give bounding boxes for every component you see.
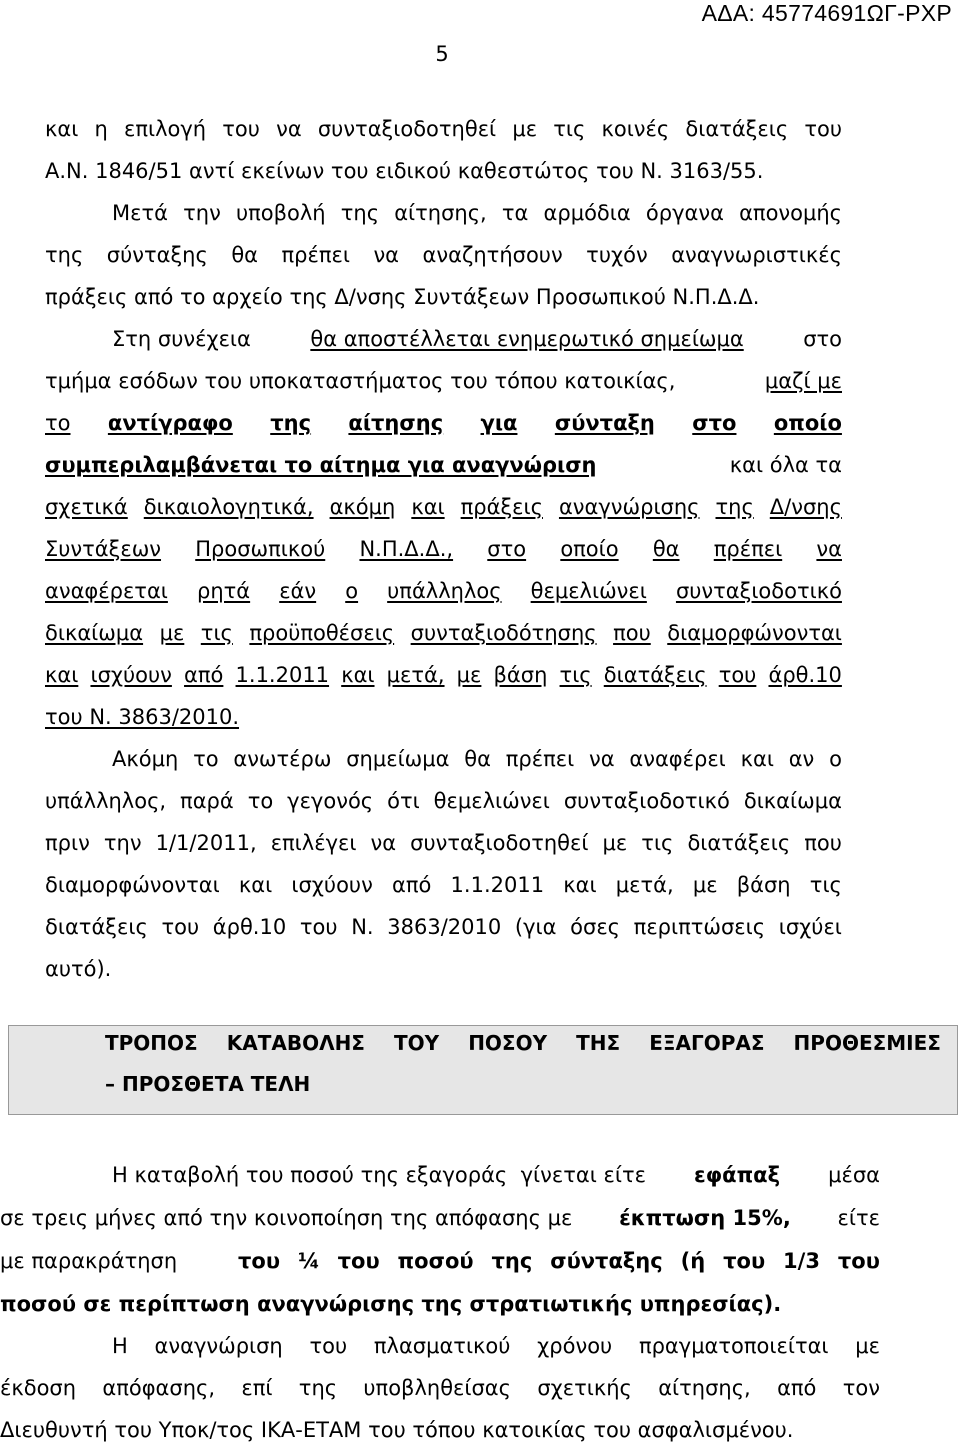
word: 1.1.2011: [235, 663, 330, 687]
word: συνταξιοδότησης: [410, 621, 597, 645]
word: με: [456, 663, 482, 687]
word: συνταξιοδοτικό: [675, 579, 842, 603]
word: θεμελιώνει: [530, 579, 647, 603]
word: διατάξεις: [685, 117, 789, 141]
p3-line-2: [45, 369, 842, 393]
p4-line-1: [45, 747, 842, 771]
word: του: [309, 1334, 348, 1358]
word: όργανα: [645, 201, 724, 225]
word: άρθ.10: [768, 663, 842, 687]
word: αρμόδια: [543, 201, 631, 225]
word: υπάλληλος: [387, 579, 502, 603]
word: σύνταξης: [550, 1249, 663, 1273]
word: και: [238, 873, 273, 897]
word: πριν: [45, 831, 90, 855]
word: να: [370, 831, 397, 855]
text-run: Α.Ν. 1846/51 αντί εκείνων του ειδικού καθεστώτος του Ν. 3163/55.: [45, 159, 764, 183]
word: ΚΑΤΑΒΟΛΗΣ: [226, 1031, 365, 1055]
word: ισχύουν: [90, 663, 172, 687]
word: ακόμη: [329, 495, 396, 519]
underlined-text: μαζί με: [764, 369, 842, 393]
word: έκδοση: [0, 1376, 77, 1400]
word: περιπτώσεις: [633, 915, 766, 939]
word: και: [563, 873, 597, 897]
section-title-line-1: [105, 1031, 941, 1055]
word: Ακόμη: [112, 747, 179, 771]
word: Ν.Π.Δ.Δ.,: [359, 537, 454, 561]
word: της: [270, 411, 312, 435]
word: της: [491, 1249, 533, 1273]
text-run: Διευθυντή του Υποκ/τος ΙΚΑ-ΕΤΑΜ του τόπου κατοικίας του ασφαλισμένου.: [0, 1418, 794, 1442]
ada-code: ΑΔΑ: 45774691ΩΓ-ΡΧΡ: [701, 0, 952, 26]
word: ο: [345, 579, 359, 603]
word: το: [45, 411, 71, 435]
p1-line-2: [45, 159, 842, 183]
p2-line-3: [45, 285, 842, 309]
word: πρέπει: [281, 243, 350, 267]
word: ΠΟΣΟΥ: [468, 1031, 548, 1055]
text-run: τμήμα εσόδων του υποκαταστήματος του τόπου κατοικίας,: [45, 369, 676, 393]
word: αίτησης,: [658, 1376, 751, 1400]
word: του: [837, 1249, 880, 1273]
word: της: [45, 243, 84, 267]
word: ΤΡΟΠΟΣ: [105, 1031, 198, 1055]
p5-line-2: [0, 1206, 880, 1230]
word: χρόνου: [537, 1334, 613, 1358]
word: Μετά: [112, 201, 168, 225]
word: ισχύει: [778, 915, 842, 939]
p3-line-3: [45, 411, 842, 435]
word: που: [613, 621, 651, 645]
word: αίτησης: [348, 411, 444, 435]
underlined-text: θα αποστέλλεται ενημερωτικό σημείωμα: [310, 327, 744, 351]
word: από: [184, 663, 224, 687]
word: από: [392, 873, 432, 897]
word: με: [602, 831, 628, 855]
word: ΠΡΟΘΕΣΜΙΕΣ: [793, 1031, 941, 1055]
text-run: σε τρεις μήνες από την κοινοποίηση της απόφασης με: [0, 1206, 573, 1230]
text-run: Στη συνέχεια: [112, 327, 251, 351]
word: επιλέγει: [270, 831, 357, 855]
word: τις: [641, 831, 674, 855]
page-number: 5: [435, 42, 449, 66]
p1-line-1: [45, 117, 842, 141]
word: επιλογή: [123, 117, 207, 141]
word: και: [411, 495, 445, 519]
word: να: [589, 747, 615, 771]
p4-line-6: [45, 957, 842, 981]
word: βάση: [736, 873, 791, 897]
word: στο: [487, 537, 527, 561]
word: θεμελιώνει: [433, 789, 550, 813]
word: αναγνώρισης: [558, 495, 700, 519]
word: 1.1.2011: [450, 873, 545, 897]
bold-text: ποσού σε περίπτωση αναγνώρισης της στρατιωτικής υπηρεσίας).: [0, 1292, 782, 1316]
p4-line-2: [45, 789, 842, 813]
word: το: [247, 789, 274, 813]
word: και: [740, 747, 774, 771]
p6-line-3: [0, 1418, 880, 1442]
p5-line-1: [0, 1163, 880, 1187]
text-run: αυτό).: [45, 957, 112, 981]
word: μετά,: [386, 663, 445, 687]
word: θα: [464, 747, 491, 771]
word: συνταξιοδοτηθεί: [317, 117, 497, 141]
word: διαμορφώνονται: [667, 621, 842, 645]
word: διατάξεις: [687, 831, 791, 855]
word: διατάξεις: [603, 663, 707, 687]
word: τις: [200, 621, 233, 645]
word: αναφέρει: [629, 747, 726, 771]
word: Συντάξεων: [45, 537, 162, 561]
word: του: [238, 1249, 281, 1273]
word: 3863/2010: [387, 915, 502, 939]
text-run: πράξεις από το αρχείο της Δ/νσης Συντάξεων Προσωπικού Ν.Π.Δ.Δ.: [45, 285, 760, 309]
word: βάση: [493, 663, 548, 687]
section-title-line-2: [105, 1072, 941, 1096]
word: υποβολή: [235, 201, 326, 225]
word: σχετικά: [45, 495, 128, 519]
word: από: [777, 1376, 817, 1400]
text-run: με παρακράτηση: [0, 1249, 178, 1273]
p2-line-2: [45, 243, 842, 267]
word: της: [298, 1376, 338, 1400]
word: ανωτέρω: [233, 747, 332, 771]
word: που: [804, 831, 842, 855]
word: άρθ.10: [212, 915, 287, 939]
word: αντίγραφο: [107, 411, 233, 435]
word: τυχόν: [586, 243, 648, 267]
word: απονομής: [739, 201, 842, 225]
word: κοινές: [601, 117, 670, 141]
word: τις: [553, 117, 586, 141]
word: δικαιολογητικά,: [143, 495, 314, 519]
p6-line-1: [0, 1334, 880, 1358]
word: τις: [809, 873, 842, 897]
word: του: [723, 1249, 766, 1273]
word: παρά: [180, 789, 234, 813]
word: της: [715, 495, 754, 519]
word: 1/1/2011,: [155, 831, 257, 855]
p4-line-3: [45, 831, 842, 855]
p3-line-10: [45, 705, 842, 729]
text-run: είτε: [837, 1206, 880, 1230]
word: σύνταξη: [554, 411, 655, 435]
word: αναγνωριστικές: [671, 243, 842, 267]
word: συνταξιοδοτικό: [563, 789, 730, 813]
word: αναγνώριση: [154, 1334, 283, 1358]
word: θα: [652, 537, 680, 561]
word: πραγματοποιείται: [638, 1334, 829, 1358]
p5-line-3: [0, 1249, 880, 1273]
word: της: [340, 201, 380, 225]
word: Προσωπικού: [195, 537, 326, 561]
word: του: [804, 117, 842, 141]
word: πρέπει: [713, 537, 783, 561]
p2-line-1: [45, 201, 842, 225]
word: όσες: [570, 915, 620, 939]
word: αν: [788, 747, 815, 771]
word: τα: [501, 201, 529, 225]
text-run: και όλα τα: [729, 453, 842, 477]
word: ΤΟΥ: [394, 1031, 440, 1055]
text-run: στο: [803, 327, 842, 351]
word: διαμορφώνονται: [45, 873, 220, 897]
word: (ή: [680, 1249, 706, 1273]
word: ισχύουν: [291, 873, 373, 897]
word: ρητά: [196, 579, 251, 603]
word: οποίο: [773, 411, 842, 435]
p3-line-9: [45, 663, 842, 687]
bold-underlined-text: συμπεριλαμβάνεται το αίτημα για αναγνώριση: [45, 453, 597, 477]
word: και: [45, 117, 79, 141]
word: συνταξιοδοτηθεί: [410, 831, 589, 855]
word: με: [512, 117, 538, 141]
word: σημείωμα: [346, 747, 450, 771]
bold-text: εφάπαξ: [694, 1163, 781, 1187]
p4-line-4: [45, 873, 842, 897]
p5-line-4: [0, 1292, 880, 1316]
underlined-text: του Ν. 3863/2010.: [45, 705, 240, 729]
word: ¼: [297, 1249, 320, 1273]
word: του: [718, 663, 757, 687]
p6-line-2: [0, 1376, 880, 1400]
word: πράξεις: [460, 495, 543, 519]
bold-text: έκπτωση 15%,: [619, 1206, 791, 1230]
word: να: [373, 243, 400, 267]
word: την: [103, 831, 142, 855]
word: διατάξεις: [45, 915, 148, 939]
word: υποβληθείσας: [363, 1376, 511, 1400]
word: να: [816, 537, 842, 561]
bold-run: [238, 1249, 880, 1273]
word: ΤΗΣ: [576, 1031, 621, 1055]
word: τις: [559, 663, 592, 687]
p3-line-7: [45, 579, 842, 603]
text-run: – ΠΡΟΣΘΕΤΑ ΤΕΛΗ: [105, 1072, 311, 1096]
word: οποίο: [560, 537, 619, 561]
word: με: [692, 873, 718, 897]
word: μετά,: [615, 873, 674, 897]
word: με: [159, 621, 185, 645]
section-heading-box: [8, 1025, 958, 1115]
word: αναφέρεται: [45, 579, 168, 603]
word: δικαίωμα: [45, 621, 144, 645]
word: και: [341, 663, 375, 687]
word: ΕΞΑΓΟΡΑΣ: [649, 1031, 765, 1055]
word: να: [276, 117, 302, 141]
p3-line-5: [45, 495, 842, 519]
word: η: [94, 117, 108, 141]
word: γεγονός: [287, 789, 374, 813]
word: δικαίωμα: [743, 789, 842, 813]
word: με: [855, 1334, 880, 1358]
p3-line-1: [45, 327, 842, 351]
p3-line-8: [45, 621, 842, 645]
word: (για: [514, 915, 557, 939]
word: για: [480, 411, 518, 435]
word: εάν: [279, 579, 317, 603]
word: την: [183, 201, 221, 225]
word: πλασματικού: [373, 1334, 511, 1358]
word: υπάλληλος,: [45, 789, 167, 813]
word: και: [45, 663, 79, 687]
word: του: [299, 915, 338, 939]
p3-line-6: [45, 537, 842, 561]
text-run: μέσα: [828, 1163, 880, 1187]
word: επί: [241, 1376, 273, 1400]
word: Δ/νσης: [769, 495, 842, 519]
word: σύνταξης: [106, 243, 208, 267]
word: στο: [692, 411, 737, 435]
word: το: [193, 747, 219, 771]
word: θα: [231, 243, 259, 267]
text-run: Η καταβολή του ποσού της εξαγοράς γίνεται είτε: [112, 1163, 646, 1187]
p3-line-4: [45, 453, 842, 477]
word: αίτησης,: [394, 201, 487, 225]
word: του: [337, 1249, 380, 1273]
word: Ν.: [351, 915, 374, 939]
word: 1/3: [783, 1249, 820, 1273]
word: ποσού: [397, 1249, 474, 1273]
word: προϋποθέσεις: [249, 621, 395, 645]
word: ότι: [387, 789, 420, 813]
word: τον: [842, 1376, 880, 1400]
word: του: [222, 117, 260, 141]
word: του: [161, 915, 200, 939]
word: σχετικής: [537, 1376, 632, 1400]
word: Η: [112, 1334, 128, 1358]
p4-line-5: [45, 915, 842, 939]
word: πρέπει: [505, 747, 575, 771]
word: αναζητήσουν: [422, 243, 563, 267]
word: ο: [829, 747, 842, 771]
word: απόφασης,: [102, 1376, 216, 1400]
